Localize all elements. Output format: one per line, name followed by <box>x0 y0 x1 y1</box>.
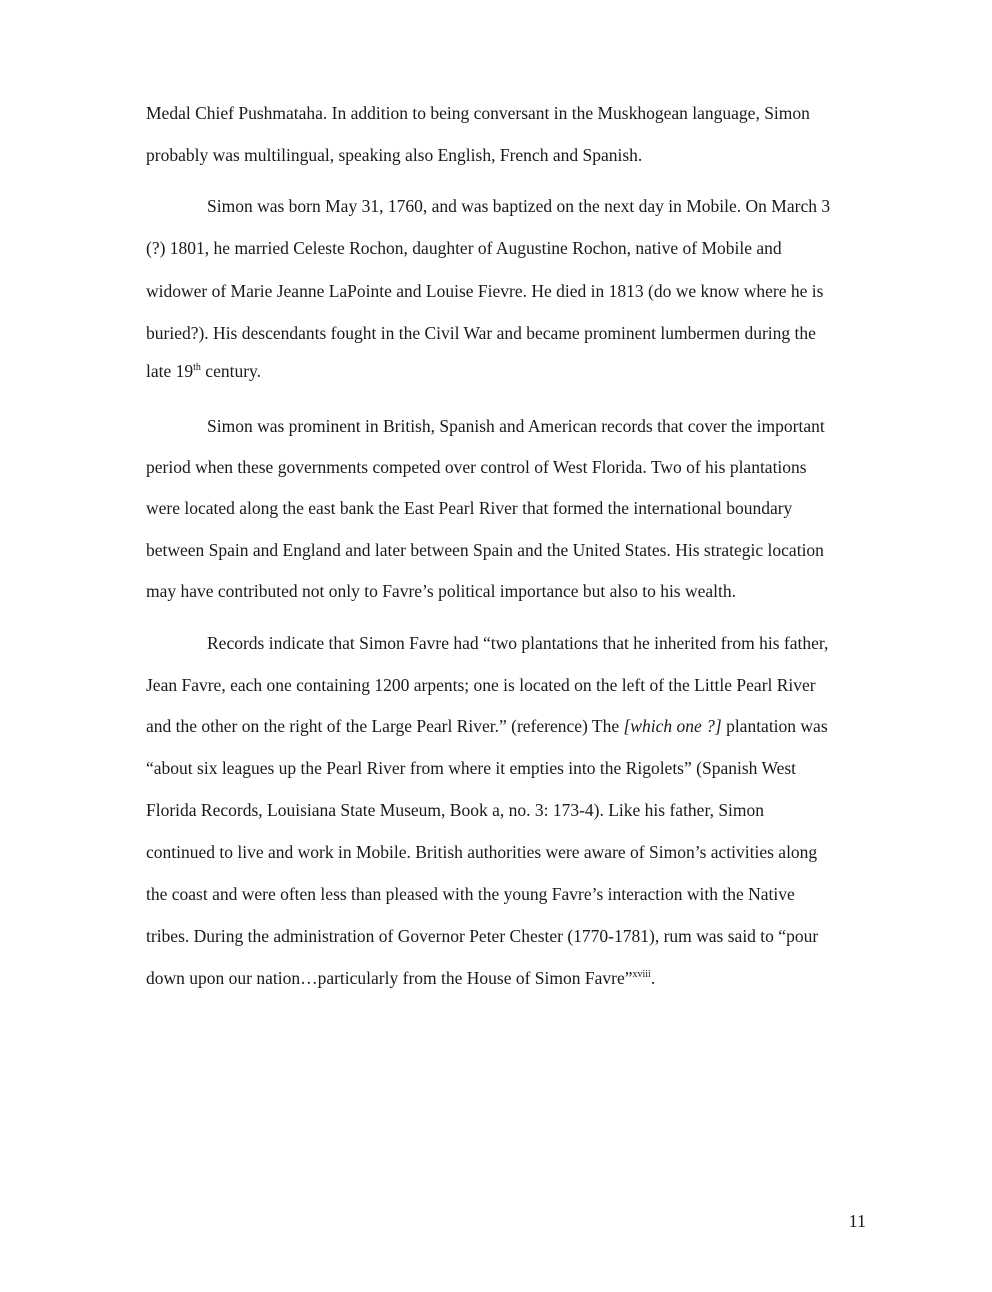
text-line: Florida Records, Louisiana State Museum, Book a, no. 3: 173-4). Like his father, Simon <box>146 800 765 820</box>
text-segment: late 19 <box>146 361 194 381</box>
page-number: 11 <box>848 1211 866 1231</box>
text-line: probably was multilingual, speaking also English, French and Spanish. <box>146 145 643 165</box>
text-line: buried?). His descendants fought in the Civil War and became prominent lumbermen during the <box>146 323 816 343</box>
text-line: Simon was prominent in British, Spanish and American records that cover the important <box>207 416 825 436</box>
text-line: Jean Favre, each one containing 1200 arpents; one is located on the left of the Little Pearl River <box>146 675 816 695</box>
text-line: “about six leagues up the Pearl River from where it empties into the Rigolets” (Spanish West <box>146 758 797 778</box>
text-line: the coast and were often less than pleased with the young Favre’s interaction with the Native <box>146 884 795 904</box>
text-line: Medal Chief Pushmataha. In addition to being conversant in the Muskhogean language, Simon <box>146 103 810 123</box>
text-segment: down upon our nation…particularly from the House of Simon Favre” <box>146 968 633 988</box>
text-line: (?) 1801, he married Celeste Rochon, daughter of Augustine Rochon, native of Mobile and <box>146 238 782 258</box>
text-segment: plantation was <box>721 716 828 736</box>
text-line: between Spain and England and later between Spain and the United States. His strategic location <box>146 540 824 560</box>
footnote-marker: xviii <box>632 969 651 981</box>
text-line: period when these governments competed over control of West Florida. Two of his plantations <box>146 457 807 477</box>
text-line: may have contributed not only to Favre’s political importance but also to his wealth. <box>146 581 737 601</box>
text-segment: century. <box>200 361 262 381</box>
text-line: widower of Marie Jeanne LaPointe and Louise Fievre. He died in 1813 (do we know where he is <box>146 281 824 301</box>
editorial-note: [which one ?] <box>623 716 722 736</box>
text-line: Simon was born May 31, 1760, and was baptized on the next day in Mobile. On March 3 <box>207 196 831 216</box>
text-line <box>146 361 261 381</box>
text-line: continued to live and work in Mobile. British authorities were aware of Simon’s activities along <box>146 842 818 862</box>
text-segment: and the other on the right of the Large Pearl River.” (reference) The <box>146 716 624 736</box>
text-line <box>146 968 655 988</box>
text-line: tribes. During the administration of Governor Peter Chester (1770-1781), rum was said to “pour <box>146 926 819 946</box>
text-segment: . <box>650 968 656 988</box>
text-line: Records indicate that Simon Favre had “two plantations that he inherited from his father, <box>207 633 829 653</box>
text-line: were located along the east bank the East Pearl River that formed the international boundary <box>146 498 793 518</box>
text-line <box>146 716 828 736</box>
superscript: th <box>193 362 201 374</box>
